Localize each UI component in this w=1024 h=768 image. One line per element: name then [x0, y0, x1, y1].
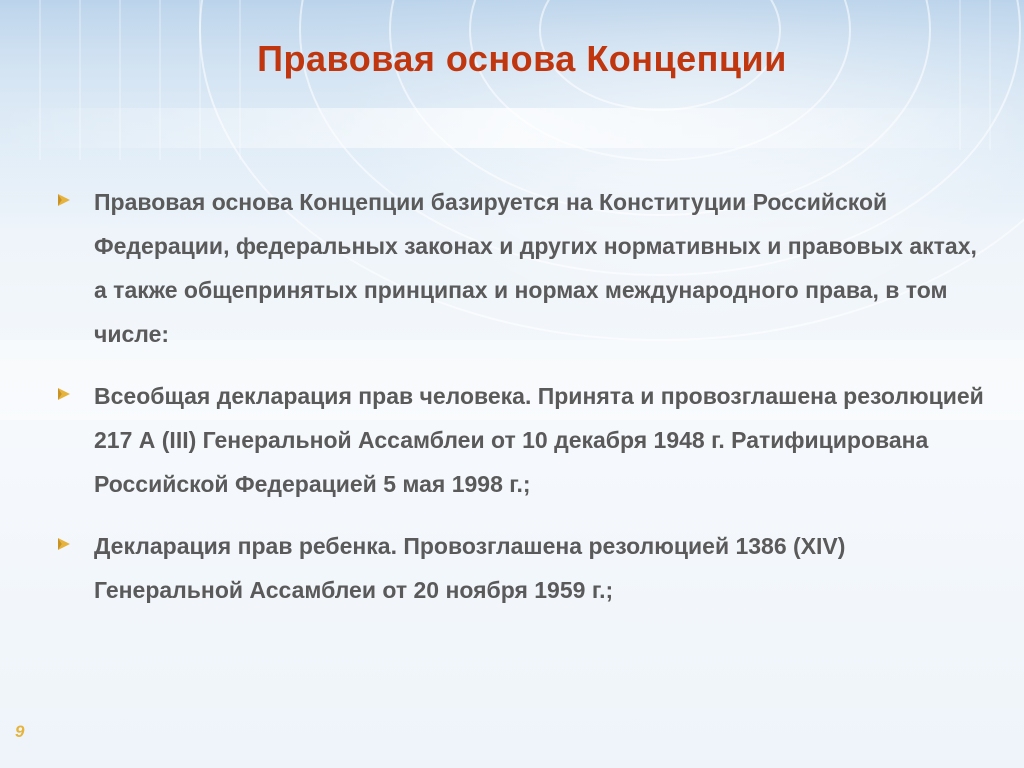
arrow-bullet-icon	[56, 536, 72, 552]
bullet-item	[56, 524, 986, 612]
bullet-text: Декларация прав ребенка. Провозглашена резолюцией 1386 (XIV) Генеральной Ассамблеи от 20 ноября 1959 г.;	[94, 533, 846, 603]
bullet-text: Правовая основа Концепции базируется на Конституции Российской Федерации, федеральных законах и других нормативных и правовых актах, а также общепринятых принципах и нормах международного права, в том числе:	[94, 189, 977, 347]
slide-title: Правовая основа Концепции	[257, 38, 787, 79]
bullet-item	[56, 374, 986, 506]
bullet-list	[56, 180, 986, 630]
arrow-bullet-icon	[56, 386, 72, 402]
bullet-item	[56, 180, 986, 356]
arrow-bullet-icon	[56, 192, 72, 208]
bullet-text: Всеобщая декларация прав человека. Принята и провозглашена резолюцией 217 А (III) Генеральной Ассамблеи от 10 декабря 1948 г. Ратифицирована Российской Федерацией 5 мая 1998 г.;	[94, 383, 984, 497]
page-number: 9	[15, 722, 25, 741]
